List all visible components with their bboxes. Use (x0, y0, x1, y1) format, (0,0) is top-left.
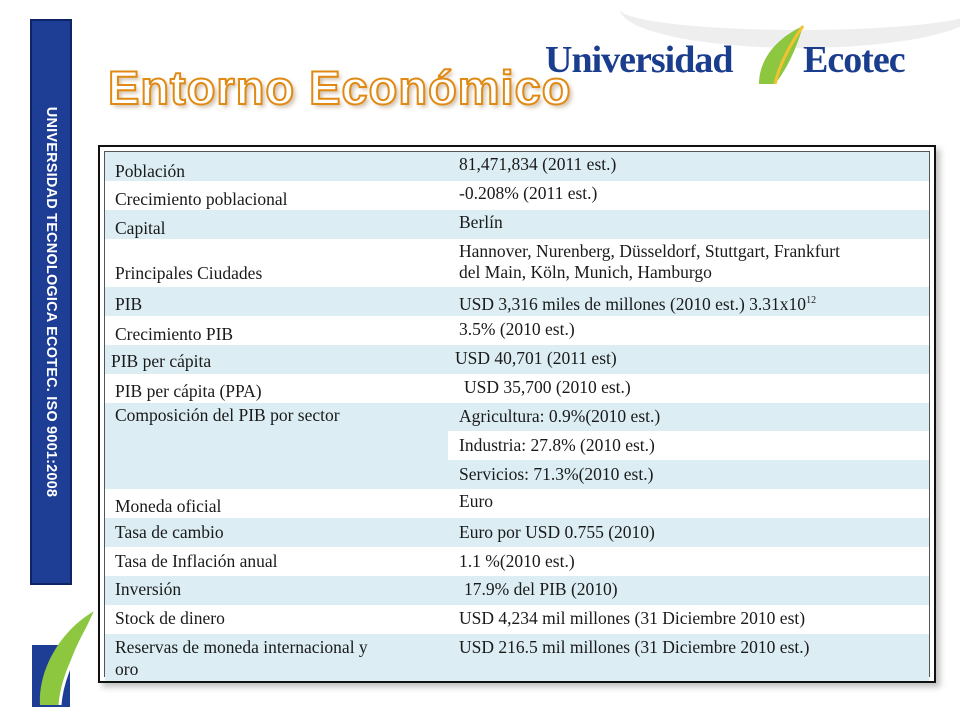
row-value: Euro por USD 0.755 (2010) (459, 522, 655, 542)
table-row (105, 489, 929, 518)
row-label: Crecimiento PIB (115, 324, 234, 344)
sector-value: Industria: 27.8% (2010 est.) (459, 435, 655, 455)
row-value-line: del Main, Köln, Munich, Hamburgo (459, 262, 712, 282)
page-title: Entorno Económico (108, 61, 572, 114)
row-value: 1.1 %(2010 est.) (459, 551, 575, 571)
pib-value-text: USD 3,316 miles de millones (2010 est.) 3.31x10 (459, 293, 807, 314)
table-row (105, 576, 929, 605)
row-value (459, 290, 929, 315)
row-value: USD 4,234 mil millones (31 Diciembre 2010 est) (459, 608, 806, 628)
row-value: Euro (459, 491, 494, 511)
row-label: Tasa de cambio (115, 522, 224, 542)
table-row (105, 287, 929, 316)
row-label: Crecimiento poblacional (115, 189, 288, 209)
table-row (105, 316, 929, 345)
row-label: PIB per cápita (111, 351, 212, 371)
row-label-line: Reservas de moneda internacional y (115, 637, 368, 657)
row-label: Moneda oficial (115, 496, 222, 516)
leaf-icon (753, 22, 809, 88)
table-row (105, 605, 929, 634)
table-row (105, 210, 929, 239)
leaf-logo-icon (30, 590, 100, 710)
row-label: PIB (115, 294, 143, 314)
row-label: Capital (115, 218, 166, 238)
table-row (105, 239, 929, 287)
row-value: 17.9% del PIB (2010) (464, 579, 618, 599)
table-row (105, 634, 929, 682)
table-row (105, 374, 929, 403)
row-label: Composición del PIB por sector (115, 405, 340, 425)
sector-value: Servicios: 71.3%(2010 est.) (459, 464, 654, 484)
row-label: Principales Ciudades (115, 263, 263, 283)
pib-exponent: 12 (806, 295, 817, 306)
row-value: USD 40,701 (2011 est) (455, 348, 617, 368)
university-logo (545, 18, 945, 98)
table-row (105, 345, 929, 374)
table-row (105, 518, 929, 547)
table-row (105, 152, 929, 181)
row-value: USD 35,700 (2010 est.) (464, 377, 631, 397)
row-value: USD 216.5 mil millones (31 Diciembre 2010 est.) (459, 637, 810, 657)
table-row (105, 547, 929, 576)
row-value: 3.5% (2010 est.) (459, 319, 575, 339)
row-label: Población (115, 161, 185, 181)
brand-text-left: Universidad (545, 39, 733, 81)
row-value: Berlín (459, 212, 503, 232)
row-label: PIB per cápita (PPA) (115, 381, 262, 401)
brand-text-right: Ecotec (803, 39, 905, 81)
row-value: 81,471,834 (2011 est.) (459, 154, 617, 174)
row-value: -0.208% (2011 est.) (459, 183, 598, 203)
table-row (105, 403, 929, 489)
sector-value: Agricultura: 0.9%(2010 est.) (459, 406, 661, 426)
side-band-text: UNIVERSIDAD TECNOLOGICA ECOTEC. ISO 9001:2008 (43, 106, 59, 498)
row-label: Tasa de Inflación anual (115, 551, 278, 571)
table-row (105, 181, 929, 210)
economic-data-table (98, 145, 936, 683)
row-value-line: Hannover, Nurenberg, Düsseldorf, Stuttgart, Frankfurt (459, 241, 840, 261)
row-label-line: oro (115, 659, 139, 679)
row-label: Inversión (115, 579, 182, 599)
row-label: Stock de dinero (115, 608, 225, 628)
